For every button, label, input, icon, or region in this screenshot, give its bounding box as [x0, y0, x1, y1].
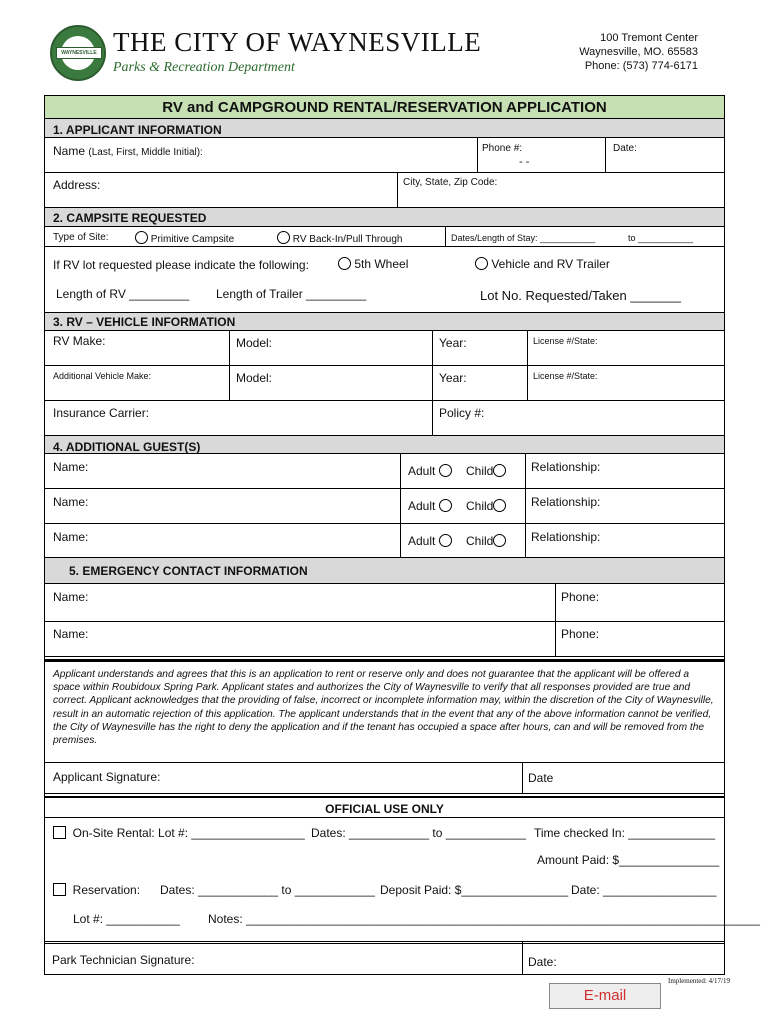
email-button[interactable]: E-mail [549, 983, 661, 1009]
name-hint: (Last, First, Middle Initial): [88, 147, 203, 158]
guest3-adult-option[interactable] [408, 534, 452, 548]
address-line2: Waynesville, MO. 65583 [579, 46, 698, 58]
primitive-radio-icon[interactable] [135, 231, 148, 244]
notes-field[interactable]: Notes: _____________________________________________________________________________ [208, 912, 760, 926]
guest3-relationship-field[interactable]: Relationship: [531, 530, 601, 544]
additional-model-field[interactable]: Model: [236, 371, 273, 385]
name-field[interactable] [53, 144, 203, 158]
city-title: THE CITY OF WAYNESVILLE [113, 27, 482, 57]
application-form [44, 95, 760, 942]
guest3-child-radio-icon[interactable] [493, 534, 506, 547]
additional-vehicle-make-field[interactable]: Additional Vehicle Make: [53, 371, 152, 381]
reservation-dates-field[interactable]: Dates: ____________ to ____________ [160, 883, 375, 897]
guest1-child-radio-icon[interactable] [493, 464, 506, 477]
guest2-adult-option[interactable] [408, 499, 452, 513]
city-address [579, 31, 698, 73]
onsite-checkbox-icon[interactable] [53, 826, 66, 839]
reservation-label: Reservation: [72, 883, 141, 897]
primitive-label: Primitive Campsite [150, 234, 235, 245]
phone-field[interactable]: Phone #: [482, 143, 523, 154]
emergency1-name-field[interactable]: Name: [53, 590, 89, 604]
applicant-signature-field[interactable]: Applicant Signature: [53, 770, 161, 784]
reservation-row[interactable] [53, 883, 140, 897]
policy-field[interactable]: Policy #: [439, 406, 485, 420]
onsite-label: On-Site Rental: Lot #: _________________ [72, 826, 305, 840]
additional-license-field[interactable]: License #/State: [533, 371, 598, 381]
deposit-paid-field[interactable]: Deposit Paid: $________________ [380, 883, 569, 897]
guest2-child-option[interactable] [466, 499, 506, 513]
fifth-wheel-radio-icon[interactable] [338, 257, 351, 270]
dates-length-field[interactable]: Dates/Length of Stay: ___________ [451, 233, 596, 243]
vehicle-trailer-radio-icon[interactable] [475, 257, 488, 270]
rv-backin-radio-icon[interactable] [277, 231, 290, 244]
primitive-campsite-option[interactable] [135, 231, 234, 245]
rv-license-field[interactable]: License #/State: [533, 336, 598, 346]
section2-title: 2. CAMPSITE REQUESTED [53, 211, 207, 225]
site-type-label: Type of Site: [53, 232, 109, 243]
reservation-checkbox-icon[interactable] [53, 883, 66, 896]
section5-title: 5. EMERGENCY CONTACT INFORMATION [69, 564, 308, 578]
form-title: RV and CAMPGROUND RENTAL/RESERVATION APPLICATION [162, 99, 607, 116]
guest3-child-label: Child [466, 534, 494, 548]
length-rv-field[interactable]: Length of RV _________ [56, 287, 190, 301]
guest2-relationship-field[interactable]: Relationship: [531, 495, 601, 509]
address-line1: 100 Tremont Center [600, 32, 698, 44]
guest1-child-label: Child [466, 464, 494, 478]
address-field[interactable]: Address: [53, 178, 101, 192]
rv-make-field[interactable]: RV Make: [53, 334, 106, 348]
date-field[interactable]: Date: [613, 143, 637, 154]
vehicle-trailer-label: Vehicle and RV Trailer [491, 257, 610, 271]
insurance-carrier-field[interactable]: Insurance Carrier: [53, 406, 150, 420]
rv-backin-label: RV Back-In/Pull Through [292, 234, 403, 245]
section3-title: 3. RV – VEHICLE INFORMATION [53, 315, 236, 329]
applicant-date-field[interactable]: Date [528, 771, 554, 785]
guest1-relationship-field[interactable]: Relationship: [531, 460, 601, 474]
emergency2-name-field[interactable]: Name: [53, 627, 89, 641]
section1-title: 1. APPLICANT INFORMATION [53, 123, 222, 137]
city-seal-logo [50, 25, 106, 81]
rv-lot-prompt: If RV lot requested please indicate the following: [53, 258, 309, 272]
amount-paid-field[interactable]: Amount Paid: $_______________ [537, 853, 720, 867]
length-trailer-field[interactable]: Length of Trailer _________ [216, 287, 367, 301]
logo-text: WAYNESVILLE [56, 47, 102, 59]
guest1-adult-label: Adult [408, 464, 436, 478]
technician-date-field[interactable]: Date: [528, 955, 557, 969]
technician-signature-field[interactable]: Park Technician Signature: [52, 953, 195, 967]
emergency1-phone-field[interactable]: Phone: [561, 590, 600, 604]
vehicle-trailer-option[interactable] [475, 257, 610, 271]
guest2-adult-label: Adult [408, 499, 436, 513]
onsite-rental-row[interactable] [53, 826, 305, 840]
reservation-date-field[interactable]: Date: _________________ [571, 883, 717, 897]
section4-title: 4. ADDITIONAL GUEST(S) [53, 440, 201, 454]
emergency2-phone-field[interactable]: Phone: [561, 627, 600, 641]
rv-backin-option[interactable] [277, 231, 402, 245]
official-use-title: OFFICIAL USE ONLY [325, 802, 444, 816]
guest3-adult-radio-icon[interactable] [439, 534, 452, 547]
guest1-adult-radio-icon[interactable] [439, 464, 452, 477]
address-phone: Phone: (573) 774-6171 [584, 60, 698, 72]
fifth-wheel-option[interactable] [338, 257, 408, 271]
lot-no-field[interactable]: Lot No. Requested/Taken _______ [480, 288, 681, 303]
department-name: Parks & Recreation Department [113, 60, 295, 75]
rv-model-field[interactable]: Model: [236, 336, 273, 350]
guest2-child-label: Child [466, 499, 494, 513]
time-checked-in-field[interactable]: Time checked In: _____________ [534, 826, 716, 840]
guest2-adult-radio-icon[interactable] [439, 499, 452, 512]
guest1-name-field[interactable]: Name: [53, 460, 89, 474]
phone-dashes: - - [519, 156, 530, 168]
dates-to-field[interactable]: to ___________ [628, 233, 694, 243]
onsite-dates-field[interactable]: Dates: ____________ to ____________ [311, 826, 526, 840]
guest3-name-field[interactable]: Name: [53, 530, 89, 544]
guest1-adult-option[interactable] [408, 464, 452, 478]
guest3-adult-label: Adult [408, 534, 436, 548]
implemented-date: Implemented: 4/17/19 [667, 977, 730, 985]
guest3-child-option[interactable] [466, 534, 506, 548]
guest2-name-field[interactable]: Name: [53, 495, 89, 509]
lot-number-field[interactable]: Lot #: ___________ [73, 912, 180, 926]
city-state-zip-field[interactable]: City, State, Zip Code: [403, 177, 498, 188]
guest2-child-radio-icon[interactable] [493, 499, 506, 512]
guest1-child-option[interactable] [466, 464, 506, 478]
additional-year-field[interactable]: Year: [439, 371, 467, 385]
fifth-wheel-label: 5th Wheel [354, 257, 409, 271]
disclaimer-text: Applicant understands and agrees that this is an application to rent or reserve only and does not guarantee that the applicant will be offered a space within Roubidoux Spring Park. Applicant states and authorizes the City of Waynesville to verify that all responses provided are true and correct. Applicant acknowledges that the providing of false, incorrect or incomplete information may, within the discretion of the City of Waynesville, result in an automatic rejection of this application. The applicant understands that in the event that any of the above information cannot be verified, the City of Waynesville has the right to deny the application and if the tenant has occupied a space after hours, can and will be removed from the premises. [53, 669, 714, 747]
name-label: Name [53, 144, 86, 158]
rv-year-field[interactable]: Year: [439, 336, 467, 350]
